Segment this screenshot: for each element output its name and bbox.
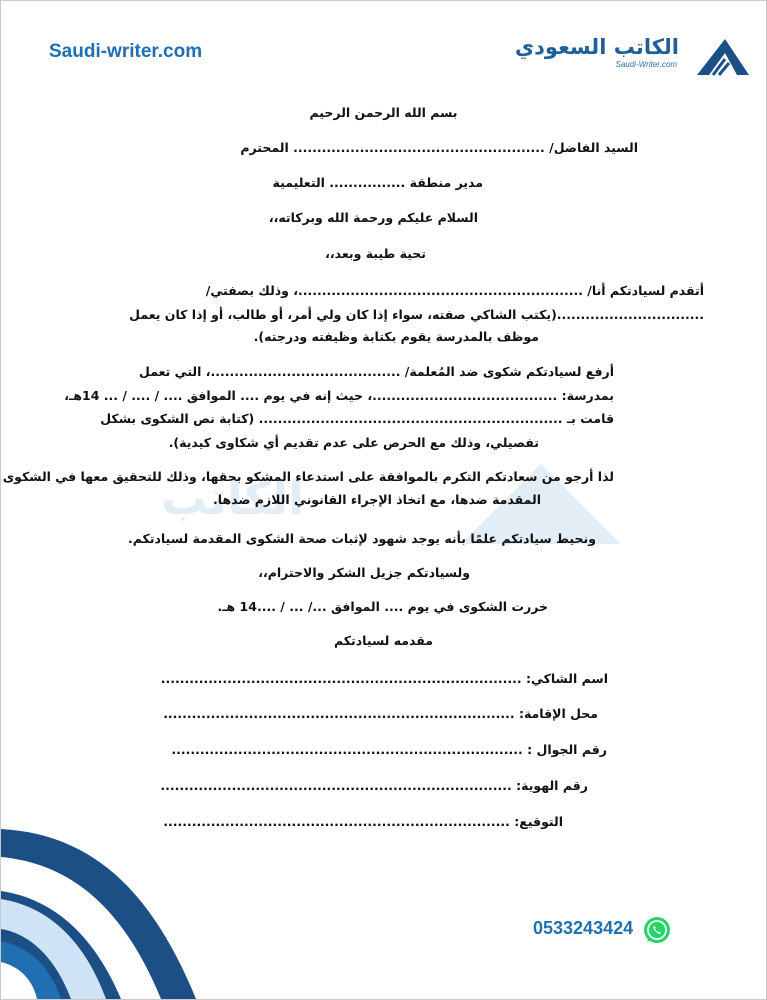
addressee-line: السيد الفاضل/ ..................................................... المحترم (240, 140, 638, 155)
para1-line2: ...............................(يكتب الشاكي صفته، سواء إذا كان ولي أمر، أو طالب، أو إذا كان يعمل (129, 307, 704, 322)
pen-logo-icon (689, 37, 751, 77)
para3-line1: لذا أرجو من سعادتكم التكرم بالموافقة على استدعاء المشكو بحقها، وذلك للتحقيق معها في الشكوى (2, 469, 614, 484)
presented-line: مقدمه لسيادتكم (333, 633, 433, 648)
para2-line4: تفصيلي، وذلك مع الحرص على عدم تقديم أي شكاوى كيدية). (168, 435, 539, 450)
field-dots[interactable]: .......................................................................... (163, 706, 515, 721)
field-dots[interactable]: .......................................................................... (171, 742, 523, 757)
salam-line: السلام عليكم ورحمة الله وبركاته،، (268, 210, 478, 225)
para3-line2: المقدمة ضدها، مع اتخاذ الإجراء القانوني اللازم ضدها. (213, 492, 541, 507)
para2-line2: بمدرسة: .......................................، حيث إنه في يوم .... الموافق .... / .... / ... 14هـ، (64, 388, 614, 403)
field-id (160, 778, 588, 793)
field-label: رقم الجوال : (527, 742, 607, 757)
field-mobile (171, 742, 607, 757)
phone-number[interactable]: 0533243424 (533, 918, 634, 938)
para1-line3: موظف بالمدرسة يقوم بكتابة وظيفته ودرجته). (253, 329, 539, 344)
field-residence (163, 706, 598, 721)
logo-text: الكاتب السعودي (514, 35, 679, 59)
corner-decoration (1, 829, 201, 999)
brand-logo (514, 35, 751, 79)
field-label: اسم الشاكي: (525, 671, 608, 686)
thanks-line: ولسيادتكم جزيل الشكر والاحترام،، (258, 565, 470, 580)
field-label: رقم الهوية: (516, 778, 588, 793)
field-dots[interactable]: .......................................................................... (160, 778, 512, 793)
basmala: بسم الله الرحمن الرحيم (309, 105, 458, 120)
para1-line1: أتقدم لسيادتكم أنا/ ............................................................، وذلك بصفتي/ (205, 283, 704, 298)
field-complainant-name (161, 671, 608, 686)
site-link[interactable]: Saudi-writer.com (49, 41, 203, 62)
logo-subtext: Saudi-Writer.com (615, 60, 677, 69)
manager-line: مدير منطقة ................ التعليمية (272, 175, 483, 190)
field-signature (163, 814, 563, 829)
greeting-line: تحية طيبة وبعد،، (325, 246, 426, 261)
field-dots[interactable]: ......................................................................... (163, 814, 510, 829)
svg-text:الكاتب: الكاتب (161, 471, 305, 525)
para2-line3: قامت بـ ................................................................ (كتابة نص الشكوى بشكل (100, 411, 614, 426)
field-label: محل الإقامة: (518, 706, 598, 721)
para2-line1: أرفع لسيادتكم شكوى ضد المُعلمة/ ........................................، التي تعمل (139, 364, 614, 379)
field-dots[interactable]: ............................................................................ (160, 671, 522, 686)
date-line: خررت الشكوى في يوم .... الموافق .../ ... / ....14 هـ. (217, 599, 548, 614)
field-label: التوقيع: (514, 814, 563, 829)
whatsapp-icon[interactable] (642, 915, 672, 945)
witness-line: ونحيط سيادتكم علمًا بأنه يوجد شهود لإثبات صحة الشكوى المقدمة لسيادتكم. (128, 531, 596, 546)
